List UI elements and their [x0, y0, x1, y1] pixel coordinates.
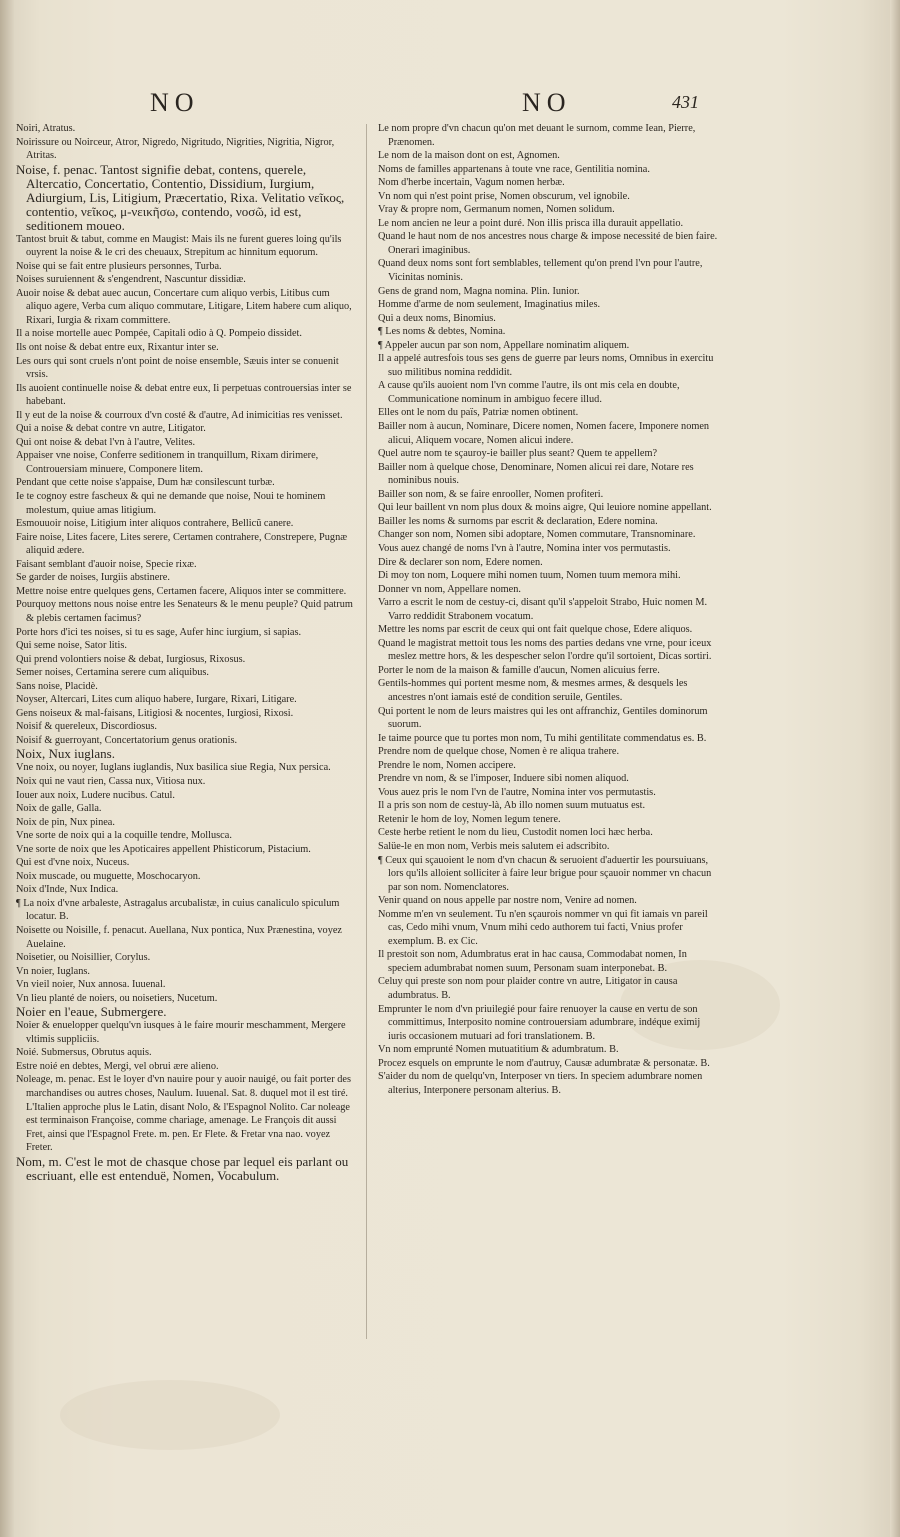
- dictionary-entry: Vn vieil noier, Nux annosa. Iuuenal.: [16, 979, 166, 991]
- dictionary-entry: Il a noise mortelle auec Pompée, Capitali odio à Q. Pompeio dissidet.: [16, 328, 302, 340]
- dictionary-entry: Nom, m. C'est le mot de chasque chose par lequel eis parlant ou escriuant, elle est entenduë, Nomen, Vocabulum.: [16, 1153, 349, 1183]
- dictionary-entry: Noisetier, ou Noisillier, Corylus.: [16, 952, 151, 964]
- dictionary-entry: Gens de grand nom, Magna nomina. Plin. Iunior.: [378, 285, 580, 297]
- dictionary-entry: Prendre le nom, Nomen accipere.: [378, 759, 516, 771]
- dictionary-entry: A cause qu'ils auoient nom l'vn comme l'autre, ils ont mis cela en doubte, Communicatione nominum in ambiguo fecere illud.: [378, 380, 680, 405]
- dictionary-entry: Vous auez changé de noms l'vn à l'autre, Nomina inter vos permutastis.: [378, 542, 671, 554]
- dictionary-entry: Nom d'herbe incertain, Vagum nomen herbæ.: [378, 177, 565, 189]
- dictionary-entry: ¶ Les noms & debtes, Nomina.: [378, 326, 506, 338]
- dictionary-entry: Noix de galle, Galla.: [16, 803, 102, 815]
- dictionary-entry: Le nom propre d'vn chacun qu'on met deuant le surnom, comme Iean, Pierre, Prænomen.: [378, 123, 696, 148]
- dictionary-entry: Procez esquels on emprunte le nom d'autruy, Causæ adumbratæ & personatæ. B.: [378, 1057, 710, 1069]
- dictionary-entry: Di moy ton nom, Loquere mihi nomen tuum, Nomen tuum memora mihi.: [378, 570, 681, 582]
- dictionary-entry: Vne noix, ou noyer, Iuglans iuglandis, Nux basilica siue Regia, Nux persica.: [16, 762, 331, 774]
- dictionary-entry: Vn nom emprunté Nomen mutuatitium & adumbratum. B.: [378, 1044, 619, 1056]
- dictionary-entry: Iouer aux noix, Ludere nucibus. Catul.: [16, 789, 175, 801]
- dictionary-entry: Auoir noise & debat auec aucun, Concertare cum aliquo verbis, Litibus cum aliquo agere, Verba cum aliquo commutare, Litigare, Litem habere cum aliquo, Rixari, Iurgia & rixam committere.: [16, 287, 352, 326]
- dictionary-entry: Il a pris son nom de cestuy-là, Ab illo nomen suum mutuatus est.: [378, 800, 646, 812]
- dictionary-entry: Appaiser vne noise, Conferre seditionem in tranquillum, Rixam dirimere, Controuersiam minuere, Componere litem.: [16, 450, 319, 475]
- paper-stain: [60, 1380, 280, 1450]
- dictionary-entry: Prendre vn nom, & se l'imposer, Induere sibi nomen aliquod.: [378, 773, 629, 785]
- left-text-column: [16, 122, 356, 1342]
- dictionary-entry: Porte hors d'ici tes noises, si tu es sage, Aufer hinc iurgium, si sapias.: [16, 626, 302, 638]
- dictionary-entry: Qui a deux noms, Binomius.: [378, 312, 496, 324]
- dictionary-entry: ¶ Appeler aucun par son nom, Appellare nominatim aliquem.: [378, 339, 630, 351]
- dictionary-entry: Sans noise, Placidè.: [16, 680, 98, 692]
- dictionary-entry: Les ours qui sont cruels n'ont point de noise ensemble, Sæuis inter se conuenit vrsis.: [16, 355, 339, 381]
- dictionary-entry: Noié. Submersus, Obrutus aquis.: [16, 1047, 152, 1059]
- dictionary-entry: Ie te cognoy estre fascheux & qui ne demande que noise, Noui te hominem molestum, quiue amas litigium.: [16, 491, 326, 516]
- dictionary-entry: Noisif & quereleux, Discordiosus.: [16, 721, 157, 733]
- dictionary-entry: Bailler les noms & surnoms par escrit & declaration, Edere nomina.: [378, 515, 658, 527]
- dictionary-entry: Qui ont noise & debat l'vn à l'autre, Velites.: [16, 436, 196, 448]
- dictionary-entry: Elles ont le nom du païs, Patriæ nomen obtinent.: [378, 407, 579, 419]
- dictionary-entry: Il prestoit son nom, Adumbratus erat in hac causa, Commodabat nomen, In speciem adumbrabat nomen suum, Personam suam interponebat. B.: [378, 949, 687, 974]
- dictionary-entry: Varro a escrit le nom de cestuy-ci, disant qu'il s'appeloit Strabo, Huic nomen M. Varro reddidit Strabonem vocatum.: [378, 597, 708, 622]
- dictionary-entry: Pendant que cette noise s'appaise, Dum hæ consilescunt turbæ.: [16, 477, 275, 489]
- dictionary-entry: Emprunter le nom d'vn priuilegié pour faire renuoyer la cause en vertu de son committimus, Interposito nomine controuersiam adumbrare, indéque eximij iuris occasionem mutuari ad fori translationem. B.: [378, 1003, 701, 1042]
- dictionary-entry: Noix muscade, ou muguette, Moschocaryon.: [16, 870, 201, 882]
- dictionary-entry: Vn lieu planté de noiers, ou noisetiers, Nucetum.: [16, 992, 218, 1004]
- dictionary-entry: Se garder de noises, Iurgiis abstinere.: [16, 572, 170, 584]
- dictionary-entry: Noisette ou Noisille, f. penacut. Auellana, Nux pontica, Nux Prænestina, voyez Auelaine.: [16, 924, 342, 950]
- dictionary-entry: Prendre nom de quelque chose, Nomen è re aliqua trahere.: [378, 746, 620, 758]
- dictionary-entry: Qui leur baillent vn nom plus doux & moins aigre, Qui leuiore nomine appellant.: [378, 502, 712, 514]
- dictionary-entry: S'aider du nom de quelqu'vn, Interposer vn tiers. In speciem adumbrare nomen alterius, Interponere personam alterius. B.: [378, 1071, 703, 1096]
- dictionary-entry: Ils auoient continuelle noise & debat entre eux, Ii perpetuas controuersias inter se habebant.: [16, 382, 352, 408]
- dictionary-entry: Faisant semblant d'auoir noise, Specie rixæ.: [16, 558, 197, 570]
- dictionary-entry: Noyser, Altercari, Lites cum aliquo habere, Iurgare, Rixari, Litigare.: [16, 694, 297, 706]
- column-divider: [366, 124, 367, 1339]
- dictionary-entry: Estre noié en debtes, Mergi, vel obrui ære alieno.: [16, 1060, 219, 1072]
- right-text-column: [378, 122, 720, 1342]
- dictionary-entry: Mettre noise entre quelques gens, Certamen facere, Aliquos inter se committere.: [16, 585, 347, 597]
- right-column-heading: NO: [522, 88, 572, 117]
- dictionary-entry: Gens noiseux & mal-faisans, Litigiosi & nocentes, Iurgiosi, Rixosi.: [16, 707, 294, 719]
- dictionary-entry: Qui portent le nom de leurs maistres qui les ont affranchiz, Gentiles dominorum suorum.: [378, 705, 708, 731]
- dictionary-entry: Qui prend volontiers noise & debat, Iurgiosus, Rixosus.: [16, 653, 246, 665]
- dictionary-entry: Nomme m'en vn seulement. Tu n'en sçaurois nommer vn qui fit iamais vn pareil cas, Cedo mihi vnum, Vnum mihi cedo authorem tui facti, Vnius profer exemplum. B. ex Cic.: [378, 908, 708, 947]
- left-column-heading: NO: [150, 88, 200, 117]
- dictionary-entry: Noisif & guerroyant, Concertatorium genus orationis.: [16, 734, 238, 746]
- page-number: 431: [672, 92, 699, 112]
- dictionary-entry: Le nom ancien ne leur a point duré. Non illis prisca illa durauit appellatio.: [378, 217, 684, 229]
- dictionary-entry: Dire & declarer son nom, Edere nomen.: [378, 556, 543, 568]
- dictionary-entry: Il y eut de la noise & courroux d'vn costé & d'autre, Ad inimicitias res venisset.: [16, 409, 343, 421]
- dictionary-entry: Noix d'Inde, Nux Indica.: [16, 884, 119, 896]
- dictionary-entry: Porter le nom de la maison & famille d'aucun, Nomen alicuius ferre.: [378, 664, 660, 676]
- dictionary-entry: Pourquoy mettons nous noise entre les Senateurs & le menu peuple? Quid patrum & plebis certamen facimus?: [16, 599, 353, 624]
- page-right-edge: [890, 0, 900, 1537]
- dictionary-entry: Changer son nom, Nomen sibi adoptare, Nomen commutare, Transnominare.: [378, 529, 696, 541]
- dictionary-entry: Qui seme noise, Sator litis.: [16, 640, 127, 652]
- dictionary-entry: Bailler nom à quelque chose, Denominare, Nomen alicui rei dare, Notare res nominibus nouis.: [378, 461, 694, 487]
- dictionary-entry: Noirissure ou Noirceur, Atror, Nigredo, Nigritudo, Nigrities, Nigritia, Nigror, Atritas.: [16, 136, 335, 162]
- dictionary-entry: Noiri, Atratus.: [16, 123, 76, 134]
- dictionary-entry: Ils ont noise & debat entre eux, Rixantur inter se.: [16, 342, 219, 354]
- dictionary-entry: Vray & propre nom, Germanum nomen, Nomen solidum.: [378, 204, 615, 216]
- dictionary-entry: Ie taime pource que tu portes mon nom, Tu mihi gentilitate commendatus es. B.: [378, 732, 707, 744]
- dictionary-entry: Semer noises, Certamina serere cum aliquibus.: [16, 667, 210, 679]
- dictionary-entry: Salüe-le en mon nom, Verbis meis salutem ei adscribito.: [378, 840, 610, 852]
- dictionary-entry: Quand le magistrat mettoit tous les noms des parties dedans vne vrne, pour iceux meslez mettre hors, & les despescher selon l'ordre qu'il sortoient, Dicas sortiri.: [378, 637, 712, 663]
- dictionary-entry: Noms de familles appartenans à toute vne race, Gentilitia nomina.: [378, 163, 650, 175]
- dictionary-entry: Noises suruiennent & s'engendrent, Nascuntur dissidiæ.: [16, 274, 246, 286]
- dictionary-entry: Quel autre nom te sçauroy-ie bailler plus seant? Quem te appellem?: [378, 448, 658, 460]
- dictionary-entry: Noix qui ne vaut rien, Cassa nux, Vitiosa nux.: [16, 775, 206, 787]
- dictionary-entry: Faire noise, Lites facere, Lites serere, Certamen contrahere, Constrepere, Pugnæ aliquid ædere.: [16, 531, 348, 557]
- dictionary-entry: Quand deux noms sont fort semblables, tellement qu'on prend l'vn pour l'autre, Vicinitas nominis.: [378, 258, 703, 284]
- dictionary-entry: Noier en l'eaue, Submergere.: [16, 1004, 167, 1020]
- dictionary-entry: Vn nom qui n'est point prise, Nomen obscurum, vel ignobile.: [378, 190, 630, 202]
- dictionary-entry: Vne sorte de noix qui a la coquille tendre, Mollusca.: [16, 830, 232, 842]
- dictionary-entry: Celuy qui preste son nom pour plaider contre vn autre, Litigator in causa adumbratus. B.: [378, 976, 678, 1001]
- dictionary-entry: Tantost bruit & tabut, comme en Maugist: Mais ils ne furent gueres loing qu'ils ouyrent la noise & le cri des cheuaux, Strepitum ac hinnitum equorum.: [16, 233, 342, 259]
- dictionary-entry: Noier & enuelopper quelqu'vn iusques à le faire mourir meschamment, Mergere vltimis suppliciis.: [16, 1020, 346, 1045]
- dictionary-entry: Bailler nom à aucun, Nominare, Dicere nomen, Nomen facere, Imponere nomen alicui, Aliquem vocare, Nomen alicui indere.: [378, 421, 710, 446]
- dictionary-entry: Vous auez pris le nom l'vn de l'autre, Nomina inter vos permutastis.: [378, 786, 656, 798]
- dictionary-entry: Noise qui se fait entre plusieurs personnes, Turba.: [16, 260, 222, 272]
- dictionary-entry: Noix de pin, Nux pinea.: [16, 816, 115, 828]
- dictionary-entry: Homme d'arme de nom seulement, Imaginatius miles.: [378, 299, 601, 311]
- dictionary-entry: Donner vn nom, Appellare nomen.: [378, 583, 521, 595]
- dictionary-entry: Mettre les noms par escrit de ceux qui ont fait quelque chose, Edere aliquos.: [378, 624, 693, 636]
- page-left-edge: [0, 0, 14, 1537]
- dictionary-entry: Vn noier, Iuglans.: [16, 965, 90, 977]
- dictionary-entry: Ceste herbe retient le nom du lieu, Custodit nomen loci hæc herba.: [378, 827, 653, 839]
- dictionary-entry: Qui a noise & debat contre vn autre, Litigator.: [16, 423, 206, 435]
- dictionary-entry: Gentils-hommes qui portent mesme nom, & mesmes armes, & desquels les ancestres n'ont iamais esté de condition seruile, Gentiles.: [378, 678, 688, 703]
- dictionary-entry: Noise, f. penac. Tantost signifie debat, contens, querele, Altercatio, Concertatio, Contentio, Dissidium, Iurgium, Adiurgium, Lis, Litigium, Præcertatio, Rixa. Velitatio νεῖκος, contentio, νεῖκος, μ-νεικῆσω, contendo, νοσῶ, id est, seditionem moueo.: [16, 161, 345, 233]
- dictionary-entry: ¶ La noix d'vne arbaleste, Astragalus arcubalistæ, in cuius canaliculo spiculum locatur. B.: [16, 897, 340, 923]
- dictionary-entry: Retenir le hom de loy, Nomen legum tenere.: [378, 813, 561, 825]
- dictionary-entry: Qui est d'vne noix, Nuceus.: [16, 857, 130, 869]
- dictionary-entry: Bailler son nom, & se faire enrooller, Nomen profiteri.: [378, 488, 604, 500]
- dictionary-entry: Le nom de la maison dont on est, Agnomen.: [378, 150, 560, 162]
- dictionary-entry: Vne sorte de noix que les Apoticaires appellent Phisticorum, Pistacium.: [16, 843, 311, 855]
- dictionary-entry: Quand le haut nom de nos ancestres nous charge & impose necessité de bien faire. Onerari imaginibus.: [378, 231, 718, 256]
- dictionary-entry: Il a appelé autresfois tous ses gens de guerre par leurs noms, Omnibus in exercitu suo militibus nomina reddidit.: [378, 353, 714, 378]
- dictionary-entry: ¶ Ceux qui sçauoient le nom d'vn chacun & seruoient d'aduertir les poursuiuans, lors qu'ils alloient solliciter à faire leur brigue pour sçauoir nommer vn chacun par son nom. Nomenclatores.: [378, 854, 712, 893]
- dictionary-entry: Venir quand on nous appelle par nostre nom, Venire ad nomen.: [378, 895, 637, 907]
- dictionary-entry: Esmouuoir noise, Litigium inter aliquos contrahere, Bellicũ canere.: [16, 518, 294, 530]
- dictionary-entry: Noix, Nux iuglans.: [16, 746, 115, 762]
- dictionary-entry: Noleage, m. penac. Est le loyer d'vn nauire pour y auoir nauigé, ou fait porter des marchandises ou autres choses, Naulum. Iuuenal. Sat. 8. duquel mot il est tiré. L'Italien approche plus le Latin, disant Nolo, & l'Espagnol Nolito. Car noleage est terminaison Françoise, comme chariage, amenage. Le François dit aussi Fret, ainsi que l'Espagnol Frete. m. pen. Er Flete. & Fretar vna nao. voyez Freter.: [16, 1074, 351, 1154]
